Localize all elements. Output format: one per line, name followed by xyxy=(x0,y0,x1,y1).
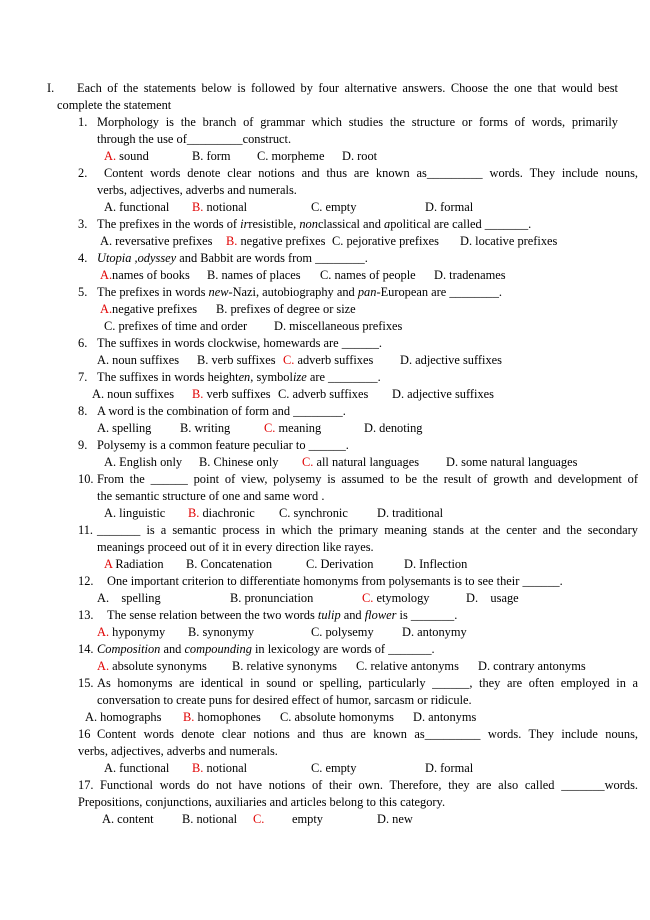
q16-answer-mark: B. xyxy=(192,761,204,775)
q15-number: 15. xyxy=(78,676,94,690)
q11-option-d[interactable]: D. Inflection xyxy=(404,557,468,571)
q7-option-d[interactable]: D. adjective suffixes xyxy=(392,387,494,401)
q14-option-b[interactable]: B. relative synonyms xyxy=(232,659,337,673)
q1-number: 1. xyxy=(78,115,88,129)
q7-option-a[interactable]: A. noun suffixes xyxy=(92,387,175,401)
q2-stem-line-1: Content words denote clear notions and thus are known as_________ words. They include nouns, xyxy=(104,166,638,180)
q3-option-b[interactable]: B. negative prefixes xyxy=(226,234,326,248)
q16-option-a[interactable]: A. functional xyxy=(104,761,170,775)
q10-number: 10. xyxy=(78,472,94,486)
q6-number: 6. xyxy=(78,336,88,350)
q1-option-a[interactable]: A. sound xyxy=(104,149,149,163)
q17-option-d[interactable]: D. new xyxy=(377,812,413,826)
q2-number: 2. xyxy=(78,166,88,180)
q5-answer-mark: A. xyxy=(100,302,113,316)
q12-option-a[interactable]: A. spelling xyxy=(97,591,161,605)
q11-option-a[interactable]: A Radiation xyxy=(104,557,164,571)
q17-stem-line-2: Prepositions, conjunctions, auxiliaries and articles belong to this category. xyxy=(78,795,446,809)
q5-number: 5. xyxy=(78,285,88,299)
q6-option-c[interactable]: C. adverb suffixes xyxy=(283,353,374,367)
q9-option-b[interactable]: B. Chinese only xyxy=(199,455,279,469)
q9-stem-line-1: Polysemy is a common feature peculiar to ______. xyxy=(97,438,349,452)
q17-option-c-mark[interactable] xyxy=(253,811,264,827)
q8-option-c[interactable]: C. meaning xyxy=(264,421,322,435)
q12-stem-line-1: One important criterion to differentiate homonyms from polysemants is to see their ______. xyxy=(107,574,563,588)
q6-option-a[interactable]: A. noun suffixes xyxy=(97,353,180,367)
q8-stem-line-1: A word is the combination of form and ________. xyxy=(97,404,346,418)
q7-answer-mark: B. xyxy=(192,387,204,401)
q17-stem-line-1: Functional words do not have notions of their own. Therefore, they are also called _______words. xyxy=(100,778,638,792)
q4-option-a[interactable]: A.names of books xyxy=(100,268,190,282)
q2-option-a[interactable]: A. functional xyxy=(104,200,170,214)
q9-option-a[interactable]: A. English only xyxy=(104,455,183,469)
q6-stem-line-1: The suffixes in words clockwise, homewards are ______. xyxy=(97,336,383,350)
q4-option-c[interactable]: C. names of people xyxy=(320,268,416,282)
q15-option-d[interactable]: D. antonyms xyxy=(413,710,477,724)
q1-option-c[interactable]: C. morpheme xyxy=(257,149,325,163)
q15-option-c[interactable]: C. absolute homonyms xyxy=(280,710,394,724)
q11-number: 11. xyxy=(78,523,94,537)
q3-option-a[interactable]: A. reversative prefixes xyxy=(100,234,213,248)
q15-option-b[interactable]: B. homophones xyxy=(183,710,261,724)
q16-stem-line-1: Content words denote clear notions and thus are known as_________ words. They include nouns, xyxy=(97,727,638,741)
q5-option-c[interactable]: C. prefixes of time and order xyxy=(104,319,248,333)
q2-option-b[interactable]: B. notional xyxy=(192,200,248,214)
q17-option-c[interactable]: empty xyxy=(292,812,323,826)
q13-option-b[interactable]: B. synonymy xyxy=(188,625,255,639)
q8-answer-mark: C. xyxy=(264,421,276,435)
q12-number: 12. xyxy=(78,574,94,588)
q14-option-a[interactable]: A. absolute synonyms xyxy=(97,659,207,673)
q9-number: 9. xyxy=(78,438,88,452)
q2-option-d[interactable]: D. formal xyxy=(425,200,474,214)
q10-stem-line-1: From the ______ point of view, polysemy is assumed to be the result of growth and development of xyxy=(97,472,638,486)
q13-option-d[interactable]: D. antonymy xyxy=(402,625,467,639)
q7-option-b[interactable]: B. verb suffixes xyxy=(192,387,271,401)
q10-option-a[interactable]: A. linguistic xyxy=(104,506,166,520)
q12-option-b[interactable]: B. pronunciation xyxy=(230,591,314,605)
q12-option-d[interactable]: D. usage xyxy=(466,591,519,605)
q5-stem-line-1: The prefixes in words new-Nazi, autobiography and pan-European are ________. xyxy=(97,285,503,299)
q8-option-a[interactable]: A. spelling xyxy=(97,421,152,435)
q15-stem-line-1: As homonyms are identical in sound or spelling, particularly ______, they are often employed in a xyxy=(97,676,638,690)
q11-option-c[interactable]: C. Derivation xyxy=(306,557,374,571)
q17-answer-mark: C. xyxy=(253,812,265,826)
q1-stem-line-2: through the use of_________construct. xyxy=(97,132,292,146)
q14-option-d[interactable]: D. contrary antonyms xyxy=(478,659,586,673)
q17-option-b[interactable]: B. notional xyxy=(182,812,238,826)
q8-option-d[interactable]: D. denoting xyxy=(364,421,423,435)
q15-stem-line-2: conversation to create puns for desired effect of humor, sarcasm or ridicule. xyxy=(97,693,472,707)
q4-answer-mark: A. xyxy=(100,268,113,282)
q14-number: 14. xyxy=(78,642,94,656)
q4-option-b[interactable]: B. names of places xyxy=(207,268,301,282)
q17-option-a[interactable]: A. content xyxy=(102,812,154,826)
q11-stem-line-1: _______ is a semantic process in which the primary meaning stands at the center and the secondary xyxy=(97,523,638,537)
q2-option-c[interactable]: C. empty xyxy=(311,200,357,214)
q12-answer-mark: C. xyxy=(362,591,374,605)
q8-option-b[interactable]: B. writing xyxy=(180,421,231,435)
q1-option-b[interactable]: B. form xyxy=(192,149,231,163)
q12-option-c[interactable]: C. etymology xyxy=(362,591,430,605)
q7-number: 7. xyxy=(78,370,88,384)
q5-option-b[interactable]: B. prefixes of degree or size xyxy=(216,302,356,316)
q13-number: 13. xyxy=(78,608,94,622)
q11-stem-line-2: meanings proceed out of it in every direction like rayes. xyxy=(97,540,374,554)
q14-stem-line-1: Composition and compounding in lexicology are words of _______. xyxy=(97,642,435,656)
q10-stem-line-2: the semantic structure of one and same word . xyxy=(97,489,325,503)
q15-answer-mark: B. xyxy=(183,710,195,724)
instruction-line-1: Each of the statements below is followed by four alternative answers. Choose the one that would best xyxy=(77,81,618,95)
q16-option-d[interactable]: D. formal xyxy=(425,761,474,775)
q5-option-a[interactable]: A.negative prefixes xyxy=(100,302,198,316)
q1-answer-mark: A. xyxy=(104,149,117,163)
q9-answer-mark: C. xyxy=(302,455,314,469)
q1-stem-line-1: Morphology is the branch of grammar which studies the structure or forms of words, primarily xyxy=(97,115,618,129)
q16-stem-line-2: verbs, adjectives, adverbs and numerals. xyxy=(78,744,278,758)
q10-option-b[interactable]: B. diachronic xyxy=(188,506,255,520)
q16-option-c[interactable]: C. empty xyxy=(311,761,357,775)
q10-answer-mark: B. xyxy=(188,506,200,520)
q10-option-c[interactable]: C. synchronic xyxy=(279,506,348,520)
q4-stem-line-1: Utopia ,odyssey and Babbit are words from ________. xyxy=(97,251,368,265)
section-numeral: I. xyxy=(47,81,55,95)
q13-stem-line-1: The sense relation between the two words tulip and flower is _______. xyxy=(107,608,458,622)
q3-number: 3. xyxy=(78,217,88,231)
q14-answer-mark: A. xyxy=(97,659,110,673)
q9-option-c[interactable]: C. all natural languages xyxy=(302,455,420,469)
q3-option-c[interactable]: C. pejorative prefixes xyxy=(332,234,440,248)
q3-stem-line-1: The prefixes in the words of irresistible, nonclassical and apolitical are called _______. xyxy=(97,217,532,231)
q11-answer-mark: A xyxy=(104,557,113,571)
q14-option-c[interactable]: C. relative antonyms xyxy=(356,659,459,673)
q4-option-d[interactable]: D. tradenames xyxy=(434,268,506,282)
q13-option-c[interactable]: C. polysemy xyxy=(311,625,374,639)
q13-option-a[interactable]: A. hyponymy xyxy=(97,625,166,639)
q5-option-d[interactable]: D. miscellaneous prefixes xyxy=(274,319,403,333)
q11-option-b[interactable]: B. Concatenation xyxy=(186,557,273,571)
q15-option-a[interactable]: A. homographs xyxy=(85,710,162,724)
q9-option-d[interactable]: D. some natural languages xyxy=(446,455,578,469)
q6-option-d[interactable]: D. adjective suffixes xyxy=(400,353,502,367)
q8-number: 8. xyxy=(78,404,88,418)
q7-option-c[interactable]: C. adverb suffixes xyxy=(278,387,369,401)
q13-answer-mark: A. xyxy=(97,625,110,639)
q6-option-b[interactable]: B. verb suffixes xyxy=(197,353,276,367)
instruction-line-2: complete the statement xyxy=(57,98,172,112)
q17-number: 17. xyxy=(78,778,94,792)
q2-stem-line-2: verbs, adjectives, adverbs and numerals. xyxy=(97,183,297,197)
q6-answer-mark: C. xyxy=(283,353,295,367)
q16-option-b[interactable]: B. notional xyxy=(192,761,248,775)
q7-stem-line-1: The suffixes in words heighten, symbolize are ________. xyxy=(97,370,381,384)
q10-option-d[interactable]: D. traditional xyxy=(377,506,444,520)
q1-option-d[interactable]: D. root xyxy=(342,149,378,163)
q4-number: 4. xyxy=(78,251,88,265)
q3-answer-mark: B. xyxy=(226,234,238,248)
q3-option-d[interactable]: D. locative prefixes xyxy=(460,234,558,248)
q2-answer-mark: B. xyxy=(192,200,204,214)
q16-number: 16 xyxy=(78,727,91,741)
